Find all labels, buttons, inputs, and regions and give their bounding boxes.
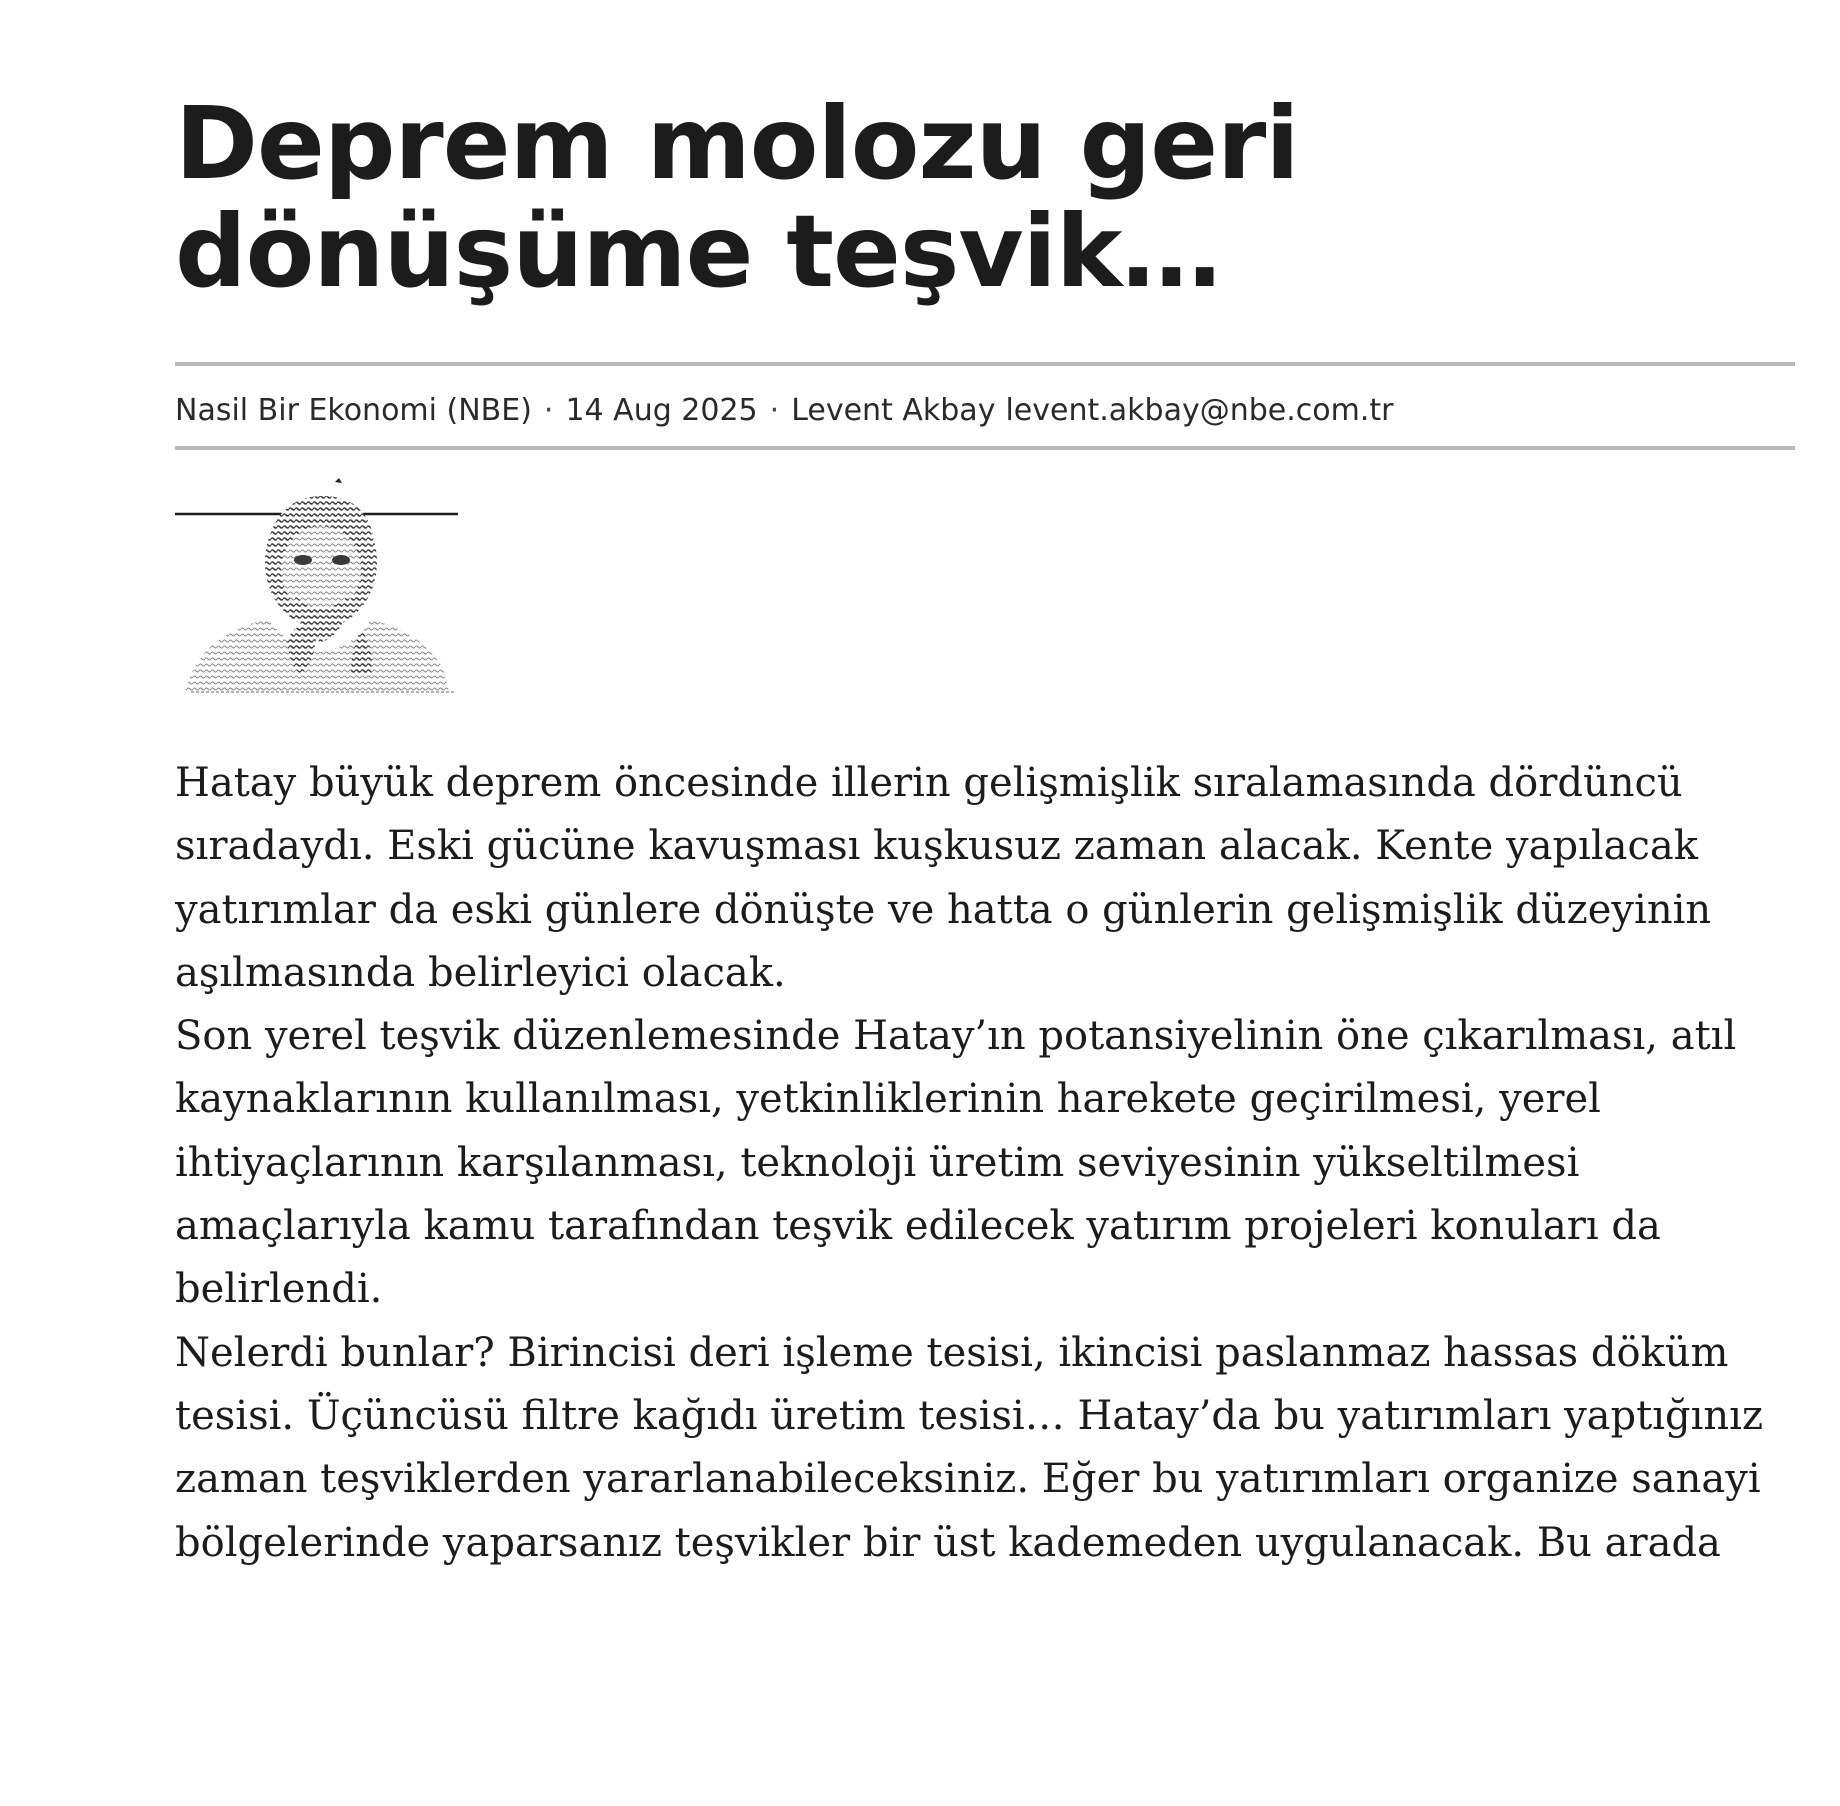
byline-date: 14 Aug 2025 (565, 393, 758, 428)
byline-top-divider (175, 362, 1795, 366)
byline-author-email: levent.akbay@nbe.com.tr (1005, 393, 1394, 428)
byline-author: Levent Akbay (791, 393, 996, 428)
byline-bottom-divider (175, 446, 1795, 450)
author-photo (175, 470, 465, 702)
byline-separator: · (769, 393, 780, 428)
article-paragraph: Son yerel teşvik düzenlemesinde Hatay’ın potansiyelinin öne çıkarılması, atıl kaynaklarının kullanılması, yetkinliklerinin harekete geçirilmesi, yerel ihtiyaçlarının karşılanması, teknoloji üretim seviyesinin yükseltilmesi amaçlarıyla kamu tarafından teşvik edilecek yatırım projeleri konuları da belirlendi. (175, 1013, 1737, 1313)
article-paragraph: Nelerdi bunlar? Birincisi deri işleme tesisi, ikincisi paslanmaz hassas döküm tesisi. Üçüncüsü filtre kağıdı üretim tesisi… Hatay’da bu yatırımları yaptığınız zaman teşviklerden yararlanabileceksiniz. Eğer bu yatırımları organize sanayi bölgelerinde yaparsanız teşvikler bir üst kademeden uygulanacak. Bu arada (175, 1329, 1764, 1566)
article-headline: Deprem molozu geri dönüşüme teşvik… (175, 85, 1299, 310)
byline (175, 389, 1393, 433)
article-paragraph: Hatay büyük deprem öncesinde illerin gelişmişlik sıralamasında dördüncü sıradaydı. Eski gücüne kavuşması kuşkusuz zaman alacak. Kente yapılacak yatırımlar da eski günlere dönüşte ve hatta o günlerin gelişmişlik düzeyinin aşılmasında belirleyici olacak. (175, 760, 1712, 996)
byline-source: Nasil Bir Ekonomi (NBE) (175, 393, 532, 428)
byline-separator: · (543, 393, 554, 428)
article (175, 0, 1795, 1806)
article-body (175, 752, 1795, 1597)
